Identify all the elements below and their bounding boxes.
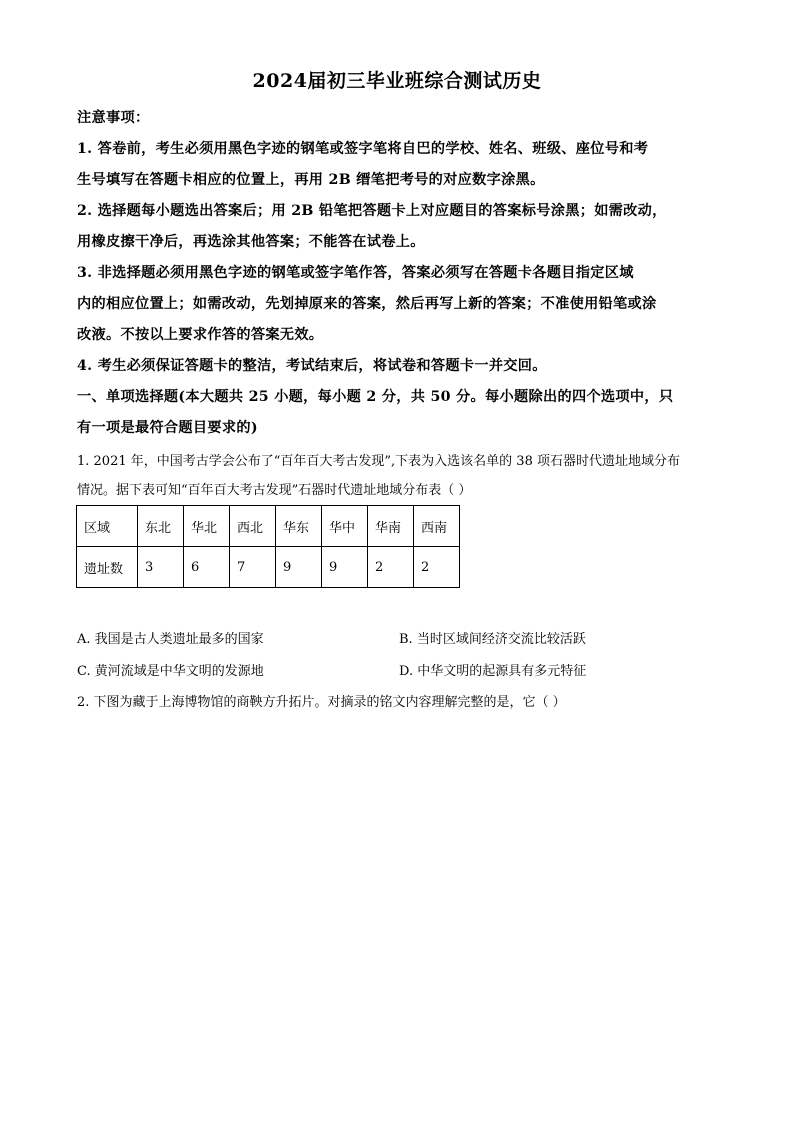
table-cell: 2 xyxy=(414,547,460,588)
site-distribution-table xyxy=(76,505,460,588)
table-cell: 西北 xyxy=(230,506,276,547)
option-d: D. 中华文明的起源具有多元特征 xyxy=(399,664,587,679)
notice-line: 3. 非选择题必须用黑色字迹的钢笔或签字笔作答，答案必须写在答题卡各题目指定区域 xyxy=(77,265,634,281)
table-cell: 华中 xyxy=(322,506,368,547)
table-cell: 区域 xyxy=(77,506,138,547)
table-cell: 遗址数 xyxy=(77,547,138,588)
option-b: B. 当时区域间经济交流比较活跃 xyxy=(399,632,586,647)
notice-line: 4. 考生必须保证答题卡的整洁，考试结束后，将试卷和答题卡一并交回。 xyxy=(77,358,547,374)
notice-line: 用橡皮擦干净后，再选涂其他答案；不能答在试卷上。 xyxy=(77,234,425,250)
question-2-stem: 2. 下图为藏于上海博物馆的商鞅方升拓片。对摘录的铭文内容理解完整的是，它（ ） xyxy=(77,695,566,710)
table-cell: 东北 xyxy=(138,506,184,547)
question-1-stem: 1. 2021 年，中国考古学会公布了“百年百大考古发现”,下表为入选该名单的 38 项石器时代遗址地域分布 xyxy=(77,454,680,469)
notice-heading: 注意事项： xyxy=(77,110,150,126)
section-heading: 一、单项选择题(本大题共 25 小题，每小题 2 分，共 50 分。每小题除出的四个选项中，只 xyxy=(77,389,674,405)
table-cell: 9 xyxy=(276,547,322,588)
notice-line: 内的相应位置上；如需改动，先划掉原来的答案，然后再写上新的答案；不准使用铅笔或涂 xyxy=(77,296,657,312)
option-a: A. 我国是古人类遗址最多的国家 xyxy=(77,632,264,647)
table-cell: 华南 xyxy=(368,506,414,547)
table-cell: 2 xyxy=(368,547,414,588)
table-cell: 西南 xyxy=(414,506,460,547)
table-cell: 7 xyxy=(230,547,276,588)
exam-title: 2024届初三毕业班综合测试历史 xyxy=(252,70,542,92)
table-cell: 9 xyxy=(322,547,368,588)
notice-line: 1. 答卷前，考生必须用黑色字迹的钢笔或签字笔将自巴的学校、姓名、班级、座位号和考 xyxy=(77,141,649,157)
table-header-row xyxy=(77,506,460,547)
table-cell: 6 xyxy=(184,547,230,588)
table-cell: 华东 xyxy=(276,506,322,547)
table-cell: 华北 xyxy=(184,506,230,547)
section-heading: 有一项是最符合题目要求的) xyxy=(77,420,258,436)
notice-line: 2. 选择题每小题选出答案后；用 2B 铅笔把答题卡上对应题目的答案标号涂黑；如需改动， xyxy=(77,203,667,219)
notice-line: 改液。不按以上要求作答的答案无效。 xyxy=(77,327,324,343)
table-row xyxy=(77,547,460,588)
option-c: C. 黄河流域是中华文明的发源地 xyxy=(77,664,264,679)
table-cell: 3 xyxy=(138,547,184,588)
question-1-stem: 情况。据下表可知“百年百大考古发现”石器时代遗址地域分布表（ ） xyxy=(77,483,472,498)
notice-line: 生号填写在答题卡相应的位置上，再用 2B 缙笔把考号的对应数字涂黑。 xyxy=(77,172,545,188)
